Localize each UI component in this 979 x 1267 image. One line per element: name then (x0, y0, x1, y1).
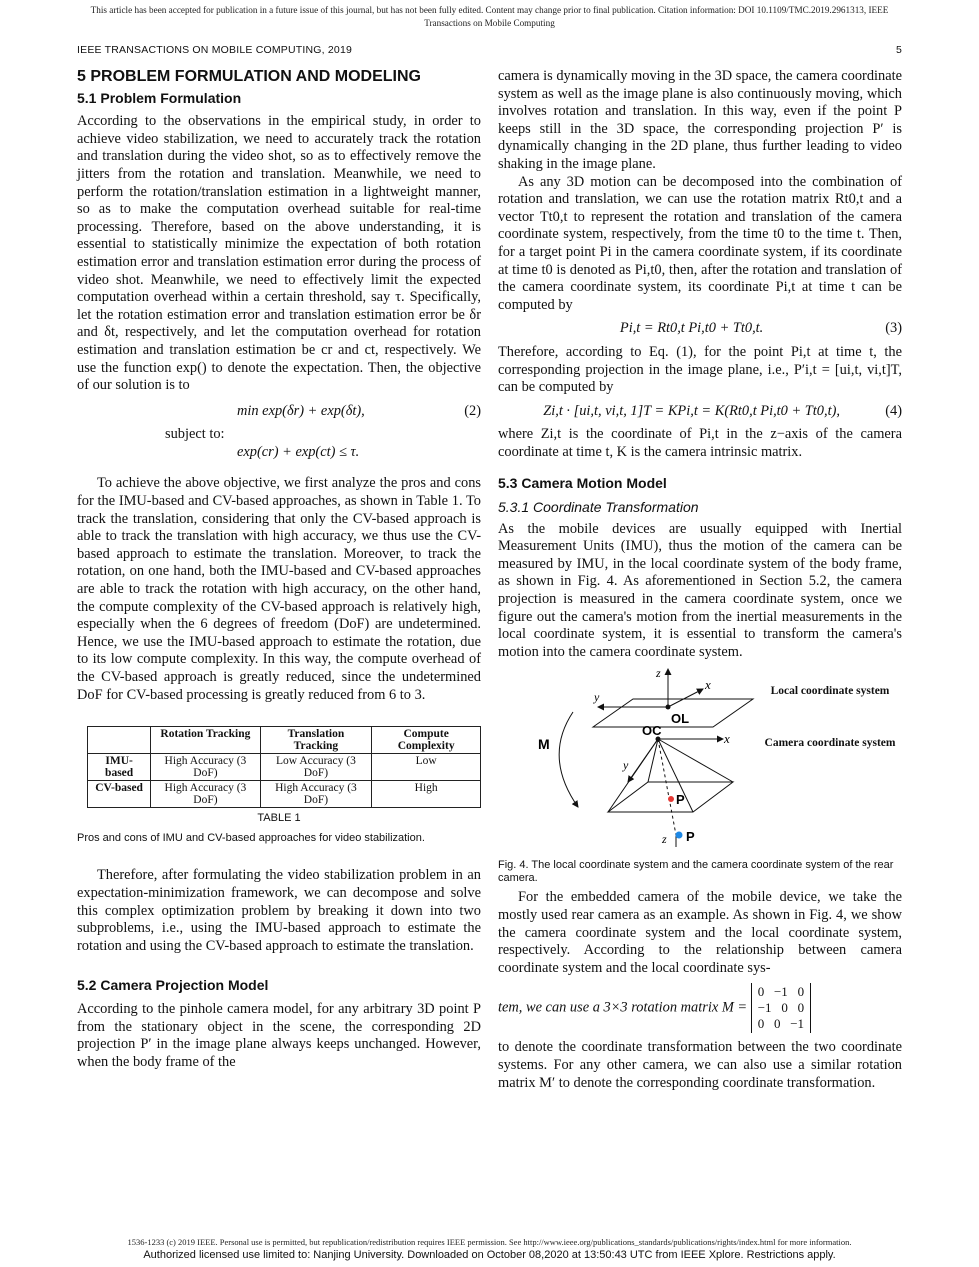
matrix-cell: 0 (797, 984, 805, 1000)
table-header-cell: Compute Complexity (372, 727, 481, 754)
local-x-axis (668, 689, 703, 707)
rotation-matrix-line (498, 983, 902, 1033)
table-cell: High Accuracy (3 DoF) (151, 754, 260, 781)
equation-2-subject: subject to: (165, 426, 225, 443)
table-cell: Low (372, 754, 481, 781)
paragraph-problem-formulation: According to the observations in the empirical study, in order to achieve video stabilization, we need to accurately track the rotation and translation during the video shot, so as to effectively remove the jitters from the rotation and translation. Meanwhile, we need to perform the rotation/translation estimation in a lightweight manner, so as to make the computation overhead suitable for real-time processing. Therefore, based on the above understanding, it is essential to statistically minimize the expectation of both rotation estimation error and translation estimation error during the process of video shot. Meanwhile, we need to effectively limit the expected computation overhead within a certain threshold, say τ. Specifically, let the rotation estimation error and translation estimation error be δr and δt, respectively, and let the computation overhead for rotation estimation and translation estimation be cr and ct, respectively. We use the function exp() to denote the expectation. Then, the objective of our solution is to (77, 113, 481, 394)
paragraph-decomposition: Therefore, after formulating the video stabilization problem in an expectation-minimization framework, we can decompose and solve this complex optimization problem by breaking it down into two subproblems, i.e., using the IMU-based approach to estimate the rotation and using the CV-based approach to estimate the translation. (77, 867, 481, 954)
camera-coordinate-system-label: Camera coordinate system (764, 737, 896, 750)
section-title: 5 PROBLEM FORMULATION AND MODELING (77, 68, 421, 85)
local-origin-label: OL (671, 711, 690, 727)
scene-point-label: P (686, 829, 695, 845)
equation-2 (77, 403, 481, 421)
equation-3 (498, 320, 902, 338)
table-cell: Low Accuracy (3 DoF) (260, 754, 372, 781)
figure-4 (498, 667, 902, 849)
table-row (88, 781, 481, 808)
table-label: TABLE 1 (257, 812, 301, 825)
table-row (88, 754, 481, 781)
table-cell: High Accuracy (3 DoF) (151, 781, 260, 808)
pyramid-edge (658, 739, 733, 782)
paragraph-other-camera: to denote the coordinate transformation between the two coordinate systems. For any other camera, we can also use a similar rotation matrix M′ to denote the corresponding coordinate transformation. (498, 1039, 902, 1091)
local-x-label: x (705, 677, 711, 693)
right-column (498, 68, 902, 1092)
equation-3-body: Pi,t = Rt0,t Pi,t0 + Tt0,t. (619, 320, 764, 337)
rotation-M-arrow (559, 712, 578, 807)
equation-3-number: (3) (885, 320, 902, 337)
paragraph-approach-analysis: To achieve the above objective, we first analyze the pros and cons for the IMU-based and CV-based approaches, as shown in Table 1. To track the translation, considering that only the CV-based approach is able to track the translation with high accuracy, we thus use the CV-based approach to estimate the translation. Moreover, to track the rotation, on one hand, both the IMU-based and CV-based approaches are able to track the rotation with high accuracy, on the other hand, the compute complexity of the CV-based approach is relatively high, especially when the 6 degrees of freedom (DoF) are undetermined. Hence, we use the IMU-based approach to estimate the rotation, due to its low compute complexity. In this way, the compute overhead of the CV-based approach is greatly reduced, since the undetermined DoF for CV-based processing is greatly reduced from 6 to 3. (77, 475, 481, 703)
equation-4-body: Zi,t · [ui,t, vi,t, 1]T = KPi,t = K(Rt0,t Pi,t0 + Tt0,t), (543, 402, 840, 419)
matrix-cell: 0 (781, 1000, 788, 1016)
license-footer: Authorized licensed use limited to: Nanjing University. Downloaded on October 08,2020 at 13:50:43 UTC from IEEE Xplore. Restrictions apply. (143, 1249, 836, 1261)
table-cell: High (372, 781, 481, 808)
equation-4 (498, 403, 902, 421)
table-header-row (88, 727, 481, 754)
banner-line-1: This article has been accepted for publication in a future issue of this journal, but has not been fully edited. Content may change prior to final publication. Citation information: DOI 10.1109/TMC.2019.2961313, IEEE (90, 5, 889, 15)
projection-point-dot (668, 796, 674, 802)
table-header-cell (88, 727, 151, 754)
subsection-title-5-1: 5.1 Problem Formulation (77, 89, 242, 106)
table-cell: IMU-based (88, 754, 151, 781)
matrix-cell: −1 (757, 1000, 772, 1016)
paragraph-rear-camera: For the embedded camera of the mobile device, we take the mostly used rear camera as an example. As shown in Fig. 4, we show the camera coordinate system and the local coordinate system, respectively. According to the relationship between camera coordinate system and the local coordinate sys- (498, 889, 902, 976)
camera-x-label: x (724, 731, 730, 747)
scene-point-dot (676, 832, 683, 839)
camera-z-axis (658, 739, 676, 835)
page-number: 5 (896, 44, 903, 56)
paragraph-motion-decomposition: As any 3D motion can be decomposed into the combination of rotation and translation, we can use the rotation matrix Rt0,t and a vector Tt0,t to represent the rotation and translation of the camera coordinate system, respectively, from the time t0 to the time t. Then, for a target point Pi in the camera coordinate system, if its coordinate at time t0 is denoted as Pi,t0, then, after the rotation and translation of the camera coordinate system, its coordinate Pi,t at time t can be computed by (498, 173, 902, 313)
local-z-label: z (656, 667, 661, 681)
banner-line-2: Transactions on Mobile Computing (424, 18, 555, 28)
camera-z-label: z (662, 832, 667, 847)
local-y-label: y (594, 690, 600, 705)
table-caption: Pros and cons of IMU and CV-based approaches for video stabilization. (77, 831, 425, 844)
pros-cons-table (87, 726, 481, 808)
local-coordinate-system-label: Local coordinate system (770, 685, 890, 698)
matrix-cell: 0 (757, 984, 765, 1000)
paragraph-projection: Therefore, according to Eq. (1), for the point Pi,t at time t, the corresponding projection in the image plane, i.e., P′i,t = [ui,t, vi,t]T, can be computed by (498, 343, 902, 396)
running-head-journal: IEEE TRANSACTIONS ON MOBILE COMPUTING, 2019 (77, 44, 353, 56)
equation-2-constraint: exp(cr) + exp(ct) ≤ τ. (237, 443, 360, 460)
matrix-cell: 0 (773, 1016, 781, 1032)
acceptance-banner (0, 4, 979, 30)
equation-2-number: (2) (464, 402, 481, 419)
table-header-cell: Translation Tracking (260, 727, 372, 754)
matrix-cell: −1 (773, 984, 788, 1000)
rotation-matrix-intro: tem, we can use a 3×3 rotation matrix M = (498, 999, 748, 1016)
paragraph-camera-moving: camera is dynamically moving in the 3D space, the camera coordinate system as well as the image plane is also continuously moving, which involves rotation and translation. In this way, even if the point P keeps still in the 3D space, the corresponding projection P′ is dynamically changing in the 2D plane, thus further leading to video shaking in the image plane. (498, 68, 902, 172)
rotation-M-label: M (538, 736, 550, 753)
equation-2-objective: min exp(δr) + exp(δt), (237, 402, 365, 419)
rotation-matrix (751, 983, 811, 1033)
equation-4-number: (4) (885, 402, 902, 419)
paragraph-pinhole-model: According to the pinhole camera model, for any arbitrary 3D point P from the stationary object in the scene, the corresponding 2D projection P′ in the image plane always keeps unchanged. However, when the body frame of the (77, 1000, 481, 1070)
figure-4-caption: Fig. 4. The local coordinate system and the camera coordinate system of the rear camera. (498, 859, 894, 885)
subsection-title-5-2: 5.2 Camera Projection Model (77, 977, 269, 994)
left-column (77, 68, 481, 1071)
table-header-cell: Rotation Tracking (151, 727, 260, 754)
local-origin-dot (666, 705, 671, 710)
paragraph-coordinate-transformation: As the mobile devices are usually equipped with Inertial Measurement Units (IMU), thus the motion of the camera can be measured by IMU, in the local coordinate system of the body frame, as shown in Fig. 4. As aforementioned in Section 5.2, the camera projection is measured in the camera coordinate system, once we figure out the camera's motion from the inertial measurements in the local coordinate system, it is essential to transform the camera's motion into the camera coordinate system. (498, 520, 902, 660)
subsection-title-5-3: 5.3 Camera Motion Model (498, 475, 667, 492)
camera-y-label: y (623, 758, 629, 773)
table-cell: High Accuracy (3 DoF) (260, 781, 372, 808)
paragraph-z-axis: where Zi,t is the coordinate of Pi,t in the z−axis of the camera coordinate at time t, K is the camera intrinsic matrix. (498, 426, 902, 460)
matrix-cell: 0 (757, 1016, 765, 1032)
table-cell: CV-based (88, 781, 151, 808)
camera-origin-label: OC (642, 723, 662, 739)
matrix-cell: 0 (797, 1000, 805, 1016)
matrix-cell: −1 (790, 1016, 805, 1032)
copyright-footer: 1536-1233 (c) 2019 IEEE. Personal use is permitted, but republication/redistribution requires IEEE permission. See http://www.ieee.org/publications_standards/publications/rights/index.html for more information. (127, 1237, 852, 1247)
projection-point-label: P (676, 792, 685, 808)
subsubsection-title-5-3-1: 5.3.1 Coordinate Transformation (498, 499, 699, 516)
